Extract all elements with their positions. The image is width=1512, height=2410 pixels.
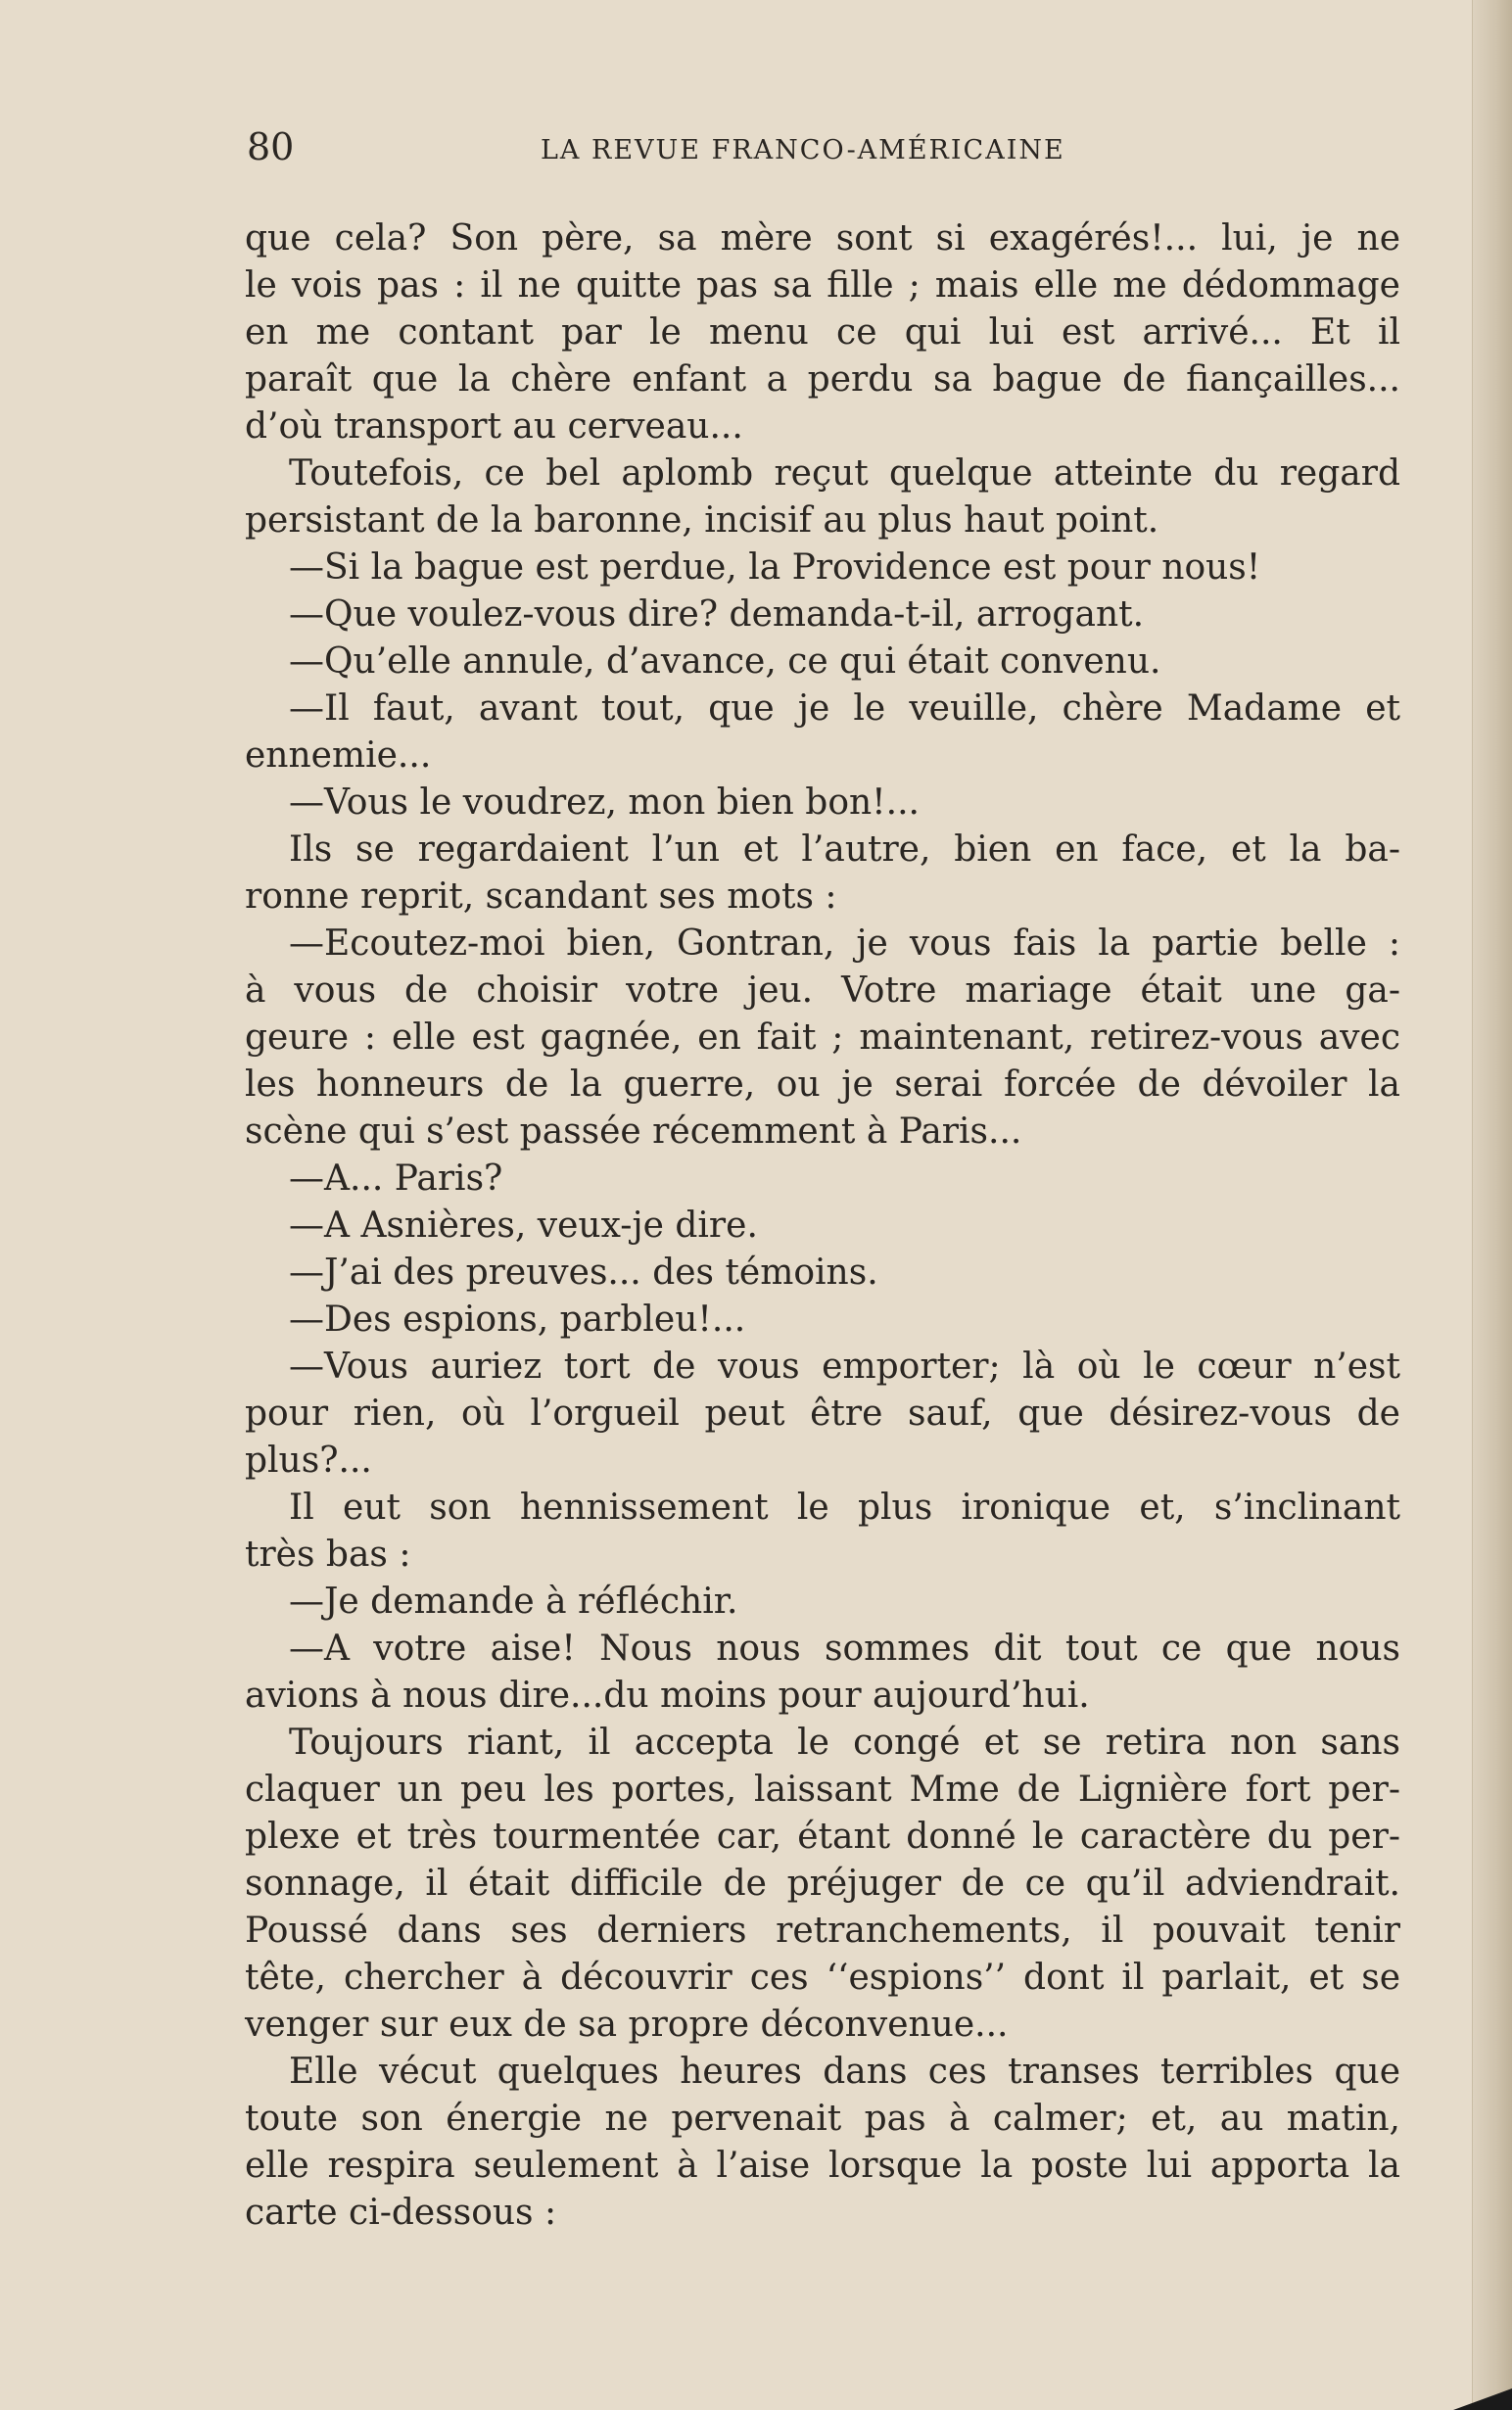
text-line: scène qui s’est passée récemment à Paris... — [245, 1111, 1022, 1152]
page-header — [247, 125, 1412, 172]
running-head: LA REVUE FRANCO-AMÉRICAINE — [541, 135, 1065, 165]
text-line: le vois pas : il ne quitte pas sa fille ; mais elle me dédommage — [245, 265, 1400, 306]
text-line: elle respira seulement à l’aise lorsque la poste lui apporta la — [245, 2146, 1400, 2186]
text-line: —A Asnières, veux-je dire. — [289, 1205, 758, 1246]
text-line: —Des espions, parbleu!... — [289, 1300, 746, 1340]
page-edge — [1472, 0, 1512, 2410]
text-line: plus?... — [245, 1441, 372, 1481]
text-line: en me contant par le menu ce qui lui est arrivé... Et il — [245, 312, 1400, 353]
text-line: Poussé dans ses derniers retranchements, il pouvait tenir — [245, 1911, 1400, 1951]
text-line: que cela? Son père, sa mère sont si exagérés!... lui, je ne — [245, 218, 1400, 259]
text-line: ronne reprit, scandant ses mots : — [245, 876, 837, 917]
text-line: carte ci-dessous : — [245, 2193, 557, 2233]
text-line: —Vous auriez tort de vous emporter; là où le cœur n’est — [289, 1347, 1400, 1387]
text-line: pour rien, où l’orgueil peut être sauf, que désirez-vous de — [245, 1394, 1400, 1434]
text-line: —A votre aise! Nous nous sommes dit tout ce que nous — [289, 1629, 1400, 1669]
text-line: —Il faut, avant tout, que je le veuille, chère Madame et — [289, 688, 1400, 729]
text-line: ennemie... — [245, 735, 432, 776]
text-line: claquer un peu les portes, laissant Mme de Lignière fort per- — [245, 1770, 1400, 1810]
page-number: 80 — [247, 125, 295, 168]
text-line: venger sur eux de sa propre déconvenue... — [245, 2005, 1009, 2045]
text-line: à vous de choisir votre jeu. Votre mariage était une ga- — [245, 970, 1400, 1011]
text-line: —Je demande à réfléchir. — [289, 1582, 738, 1622]
text-line: —J’ai des preuves... des témoins. — [289, 1252, 878, 1293]
body-text — [245, 215, 1400, 2237]
text-line: tête, chercher à découvrir ces ‘‘espions’’ dont il parlait, et se — [245, 1958, 1400, 1998]
text-line: —Ecoutez-moi bien, Gontran, je vous fais la partie belle : — [289, 923, 1400, 964]
text-line: Elle vécut quelques heures dans ces transes terribles que — [289, 2052, 1400, 2092]
text-line: Il eut son hennissement le plus ironique et, s’inclinant — [289, 1488, 1400, 1528]
text-line: persistant de la baronne, incisif au plus haut point. — [245, 500, 1159, 541]
text-line: avions à nous dire...du moins pour aujourd’hui. — [245, 1676, 1090, 1716]
text-line: toute son énergie ne pervenait pas à calmer; et, au matin, — [245, 2099, 1400, 2139]
text-line: très bas : — [245, 1535, 411, 1575]
text-line: paraît que la chère enfant a perdu sa bague de fiançailles... — [245, 359, 1400, 400]
text-line: Toujours riant, il accepta le congé et se retira non sans — [289, 1723, 1400, 1763]
text-line: plexe et très tourmentée car, étant donné le caractère du per- — [245, 1817, 1400, 1857]
text-line: sonnage, il était difficile de préjuger de ce qu’il adviendrait. — [245, 1864, 1400, 1904]
text-line: —Vous le voudrez, mon bien bon!... — [289, 782, 920, 823]
text-line: —Que voulez-vous dire? demanda-t-il, arrogant. — [289, 594, 1145, 635]
text-line: Ils se regardaient l’un et l’autre, bien en face, et la ba- — [289, 829, 1400, 870]
text-line: les honneurs de la guerre, ou je serai forcée de dévoiler la — [245, 1064, 1400, 1105]
corner-mark — [1453, 2388, 1512, 2410]
text-line: —Si la bague est perdue, la Providence est pour nous! — [289, 547, 1261, 588]
text-line: geure : elle est gagnée, en fait ; maintenant, retirez-vous avec — [245, 1017, 1400, 1058]
text-line: Toutefois, ce bel aplomb reçut quelque atteinte du regard — [289, 453, 1400, 494]
text-line: d’où transport au cerveau... — [245, 406, 743, 447]
text-line: —Qu’elle annule, d’avance, ce qui était convenu. — [289, 641, 1161, 682]
text-line: —A... Paris? — [289, 1158, 503, 1199]
